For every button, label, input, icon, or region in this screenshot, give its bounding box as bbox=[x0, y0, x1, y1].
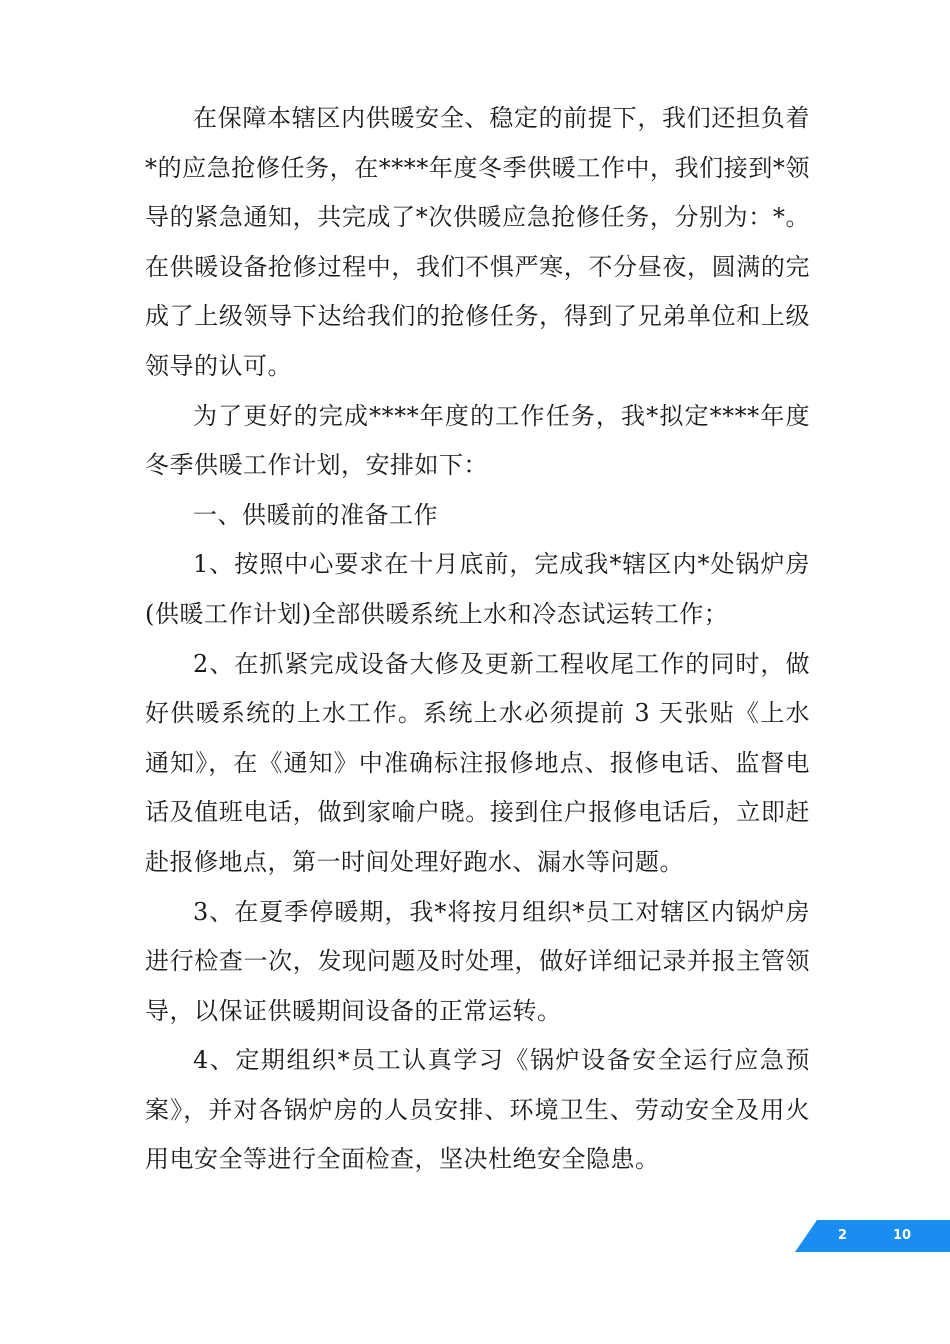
list-item-2: 2、在抓紧完成设备大修及更新工程收尾工作的同时，做好供暖系统的上水工作。系统上水必须提前 3 天张贴《上水通知》，在《通知》中准确标注报修地点、报修电话、监督电话及值班电话，做到家喻户晓。接到住户报修电话后，立即赶赴报修地点，第一时间处理好跑水、漏水等问题。 bbox=[145, 649, 810, 876]
page-number-total: 10 bbox=[893, 1228, 912, 1243]
list-item-3: 3、在夏季停暖期，我*将按月组织*员工对辖区内锅炉房进行检查一次，发现问题及时处理，做好详细记录并报主管领导，以保证供暖期间设备的正常运转。 bbox=[145, 897, 810, 1025]
page-number-current: 2 bbox=[838, 1228, 848, 1243]
document-body bbox=[145, 94, 810, 1185]
section-heading-preparation: 一、供暖前的准备工作 bbox=[193, 500, 438, 529]
paragraph-emergency-repair: 在保障本辖区内供暖安全、稳定的前提下，我们还担负着*的应急抢修任务，在****年度冬季供暖工作中，我们接到*领导的紧急通知，共完成了*次供暖应急抢修任务，分别为：*。在供暖设备抢修过程中，我们不惧严寒，不分昼夜，圆满的完成了上级领导下达给我们的抢修任务，得到了兄弟单位和上级领导的认可。 bbox=[145, 104, 810, 380]
paragraph-plan-intro: 为了更好的完成****年度的工作任务，我*拟定****年度冬季供暖工作计划，安排如下： bbox=[145, 401, 810, 480]
list-item-4: 4、定期组织*员工认真学习《锅炉设备安全运行应急预案》，并对各锅炉房的人员安排、环境卫生、劳动安全及用火用电安全等进行全面检查，坚决杜绝安全隐患。 bbox=[145, 1046, 810, 1174]
page-number-band bbox=[795, 1220, 950, 1252]
list-item-1: 1、按照中心要求在十月底前，完成我*辖区内*处锅炉房(供暖工作计划)全部供暖系统上水和冷态试运转工作； bbox=[145, 550, 810, 628]
